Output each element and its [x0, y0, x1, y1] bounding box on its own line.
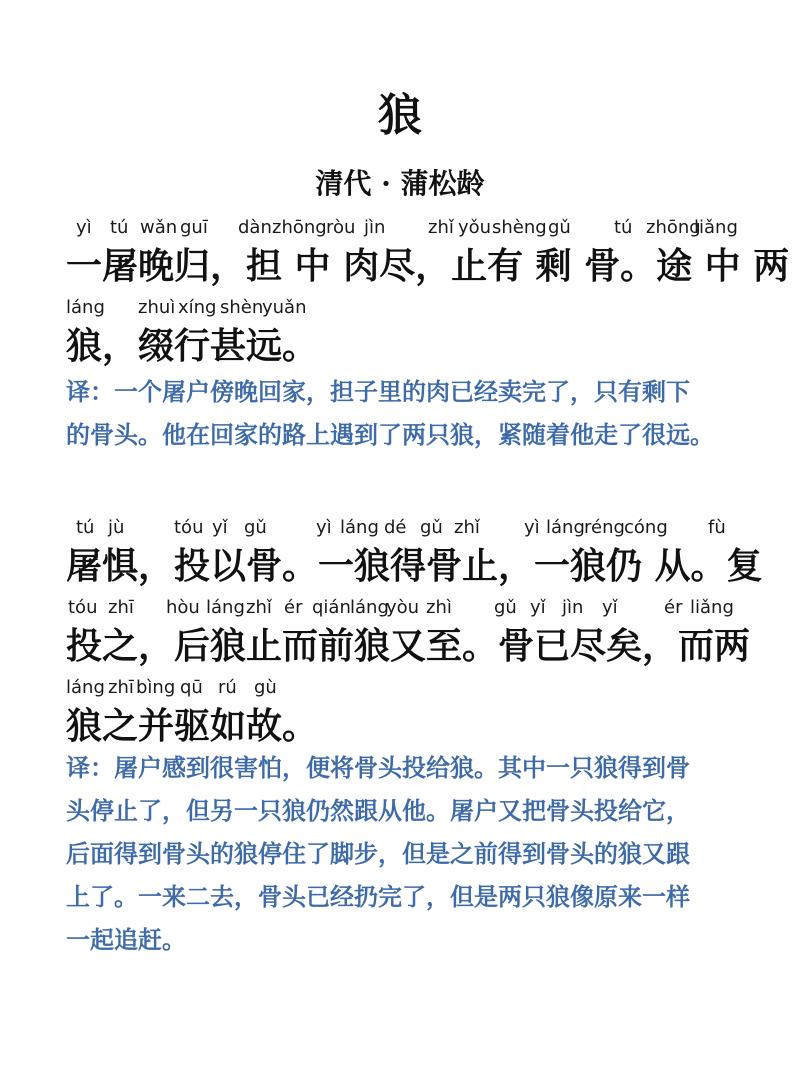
- pinyin: rú: [218, 677, 237, 698]
- pinyin: gǔ: [244, 517, 267, 538]
- poem-text: 狼，缀行甚远。: [66, 325, 319, 367]
- pinyin: dé: [384, 517, 407, 538]
- pinyin: tóu: [68, 597, 98, 618]
- poem-text: 一屠晚归，担 中 肉尽，止有 剩 骨。途 中 两: [66, 245, 790, 287]
- pinyin: fù: [708, 517, 726, 538]
- translation-1: [66, 370, 746, 456]
- translation-line: 后面得到骨头的狼停住了脚步，但是之前得到骨头的狼又跟: [66, 839, 690, 868]
- pinyin: gù: [254, 677, 277, 698]
- pinyin: zhī: [108, 677, 134, 698]
- pinyin: guī: [180, 217, 208, 238]
- pinyin: qián: [312, 597, 351, 618]
- pinyin: yǐ: [212, 517, 228, 538]
- pinyin: réng: [584, 517, 625, 538]
- pinyin: ròu: [326, 217, 356, 238]
- pinyin: tóu: [174, 517, 204, 538]
- poem-text: 狼之并驱如故。: [66, 705, 319, 747]
- pinyin: yì: [524, 517, 540, 538]
- poem-title: 狼: [378, 90, 422, 141]
- translation-2: [66, 746, 746, 961]
- pinyin: yuǎn: [262, 297, 307, 318]
- pinyin: cóng: [624, 517, 668, 538]
- pinyin: zhōng: [272, 217, 327, 238]
- translation-line: 译：屠户感到很害怕，便将骨头投给狼。其中一只狼得到骨: [66, 753, 690, 782]
- pinyin: hòu: [166, 597, 200, 618]
- pinyin: tú: [76, 517, 95, 538]
- pinyin: ér: [284, 597, 303, 618]
- pinyin: liǎng: [694, 217, 738, 238]
- pinyin: jìn: [364, 217, 386, 238]
- pinyin: láng: [66, 677, 105, 698]
- pinyin: zhǐ: [428, 217, 454, 238]
- pinyin: tú: [110, 217, 129, 238]
- pinyin: láng: [66, 297, 105, 318]
- pinyin: bìng: [136, 677, 176, 698]
- pinyin: láng: [340, 517, 379, 538]
- pinyin: tú: [614, 217, 633, 238]
- pinyin: shèn: [220, 297, 264, 318]
- pinyin: wǎn: [140, 217, 178, 238]
- pinyin: láng: [206, 597, 245, 618]
- pinyin: shèng: [492, 217, 547, 238]
- pinyin: jù: [108, 517, 125, 538]
- translation-line: 的骨头。他在回家的路上遇到了两只狼，紧随着他走了很远。: [66, 420, 714, 449]
- pinyin: zhī: [108, 597, 134, 618]
- pinyin: ér: [664, 597, 683, 618]
- pinyin: zhǐ: [454, 517, 480, 538]
- poem-text: 屠惧，投以骨。一狼得骨止，一狼仍 从。复: [66, 545, 763, 587]
- translation-line: 上了。一来二去，骨头已经扔完了，但是两只狼像原来一样: [66, 882, 690, 911]
- pinyin: yòu: [386, 597, 420, 618]
- pinyin: dàn: [238, 217, 272, 238]
- pinyin: yǐ: [602, 597, 618, 618]
- pinyin: liǎng: [690, 597, 734, 618]
- pinyin: yǐ: [530, 597, 546, 618]
- pinyin: gǔ: [548, 217, 571, 238]
- translation-line: 头停止了，但另一只狼仍然跟从他。屠户又把骨头投给它，: [66, 796, 690, 825]
- pinyin: qū: [180, 677, 203, 698]
- pinyin: láng: [546, 517, 585, 538]
- pinyin: láng: [350, 597, 389, 618]
- pinyin: yì: [316, 517, 332, 538]
- pinyin: jìn: [562, 597, 584, 618]
- pinyin: yǒu: [458, 217, 492, 238]
- pinyin: zhǐ: [246, 597, 272, 618]
- pinyin: gǔ: [420, 517, 443, 538]
- translation-line: 一起追赶。: [66, 925, 186, 954]
- pinyin: xíng: [178, 297, 217, 318]
- pinyin: yì: [76, 217, 92, 238]
- pinyin: gǔ: [494, 597, 517, 618]
- translation-line: 译：一个屠户傍晚回家，担子里的肉已经卖完了，只有剩下: [66, 377, 690, 406]
- pinyin: zhuì: [138, 297, 176, 318]
- poem-text: 投之，后狼止而前狼又至。骨已尽矣，而两: [66, 625, 751, 667]
- pinyin: zhōng: [646, 217, 701, 238]
- poem-author: 清代 · 蒲松龄: [315, 167, 485, 200]
- pinyin: zhì: [426, 597, 452, 618]
